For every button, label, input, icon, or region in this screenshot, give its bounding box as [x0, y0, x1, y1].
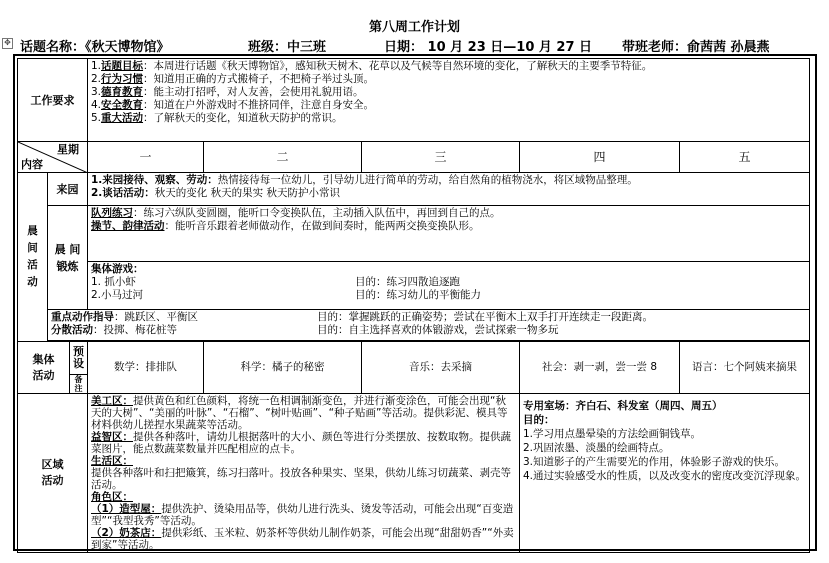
weekday-2: 二	[204, 142, 362, 173]
morning-activities-label: 晨 间 活 动	[18, 173, 48, 342]
collective-activity-4: 社会：剥一剥，尝一尝 8	[520, 342, 680, 394]
work-requirements-row	[18, 59, 810, 142]
date-range: 日期： 10 月 23 日—10 月 27 日	[384, 40, 593, 55]
requirement-item: 2.行为习惯：知道用正确的方式搬椅子，不把椅子举过头顶。	[91, 73, 375, 85]
page-title: 第八周工作计划	[368, 20, 460, 35]
topic-name: 话题名称：《秋天博物馆》	[20, 40, 170, 55]
weekday-corner-cell	[18, 142, 88, 173]
weekday-header-row	[18, 142, 810, 173]
game-row: 2.小马过河 目的：练习幼儿的平衡能力	[91, 289, 481, 301]
requirement-item: 5.重大活动：了解秋天的变化，知道秋天防护的常识。	[91, 112, 343, 124]
morning-exercise-label: 晨 间 锻炼	[48, 206, 88, 310]
preset-label: 预 设	[70, 342, 88, 375]
special-room-item: 3.知道影子的产生需要光的作用，体验影子游戏的快乐。	[523, 456, 786, 468]
teacher-names: 带班老师：俞茜茜 孙晨燕	[622, 40, 770, 55]
arrival-row	[18, 173, 810, 206]
exercise-content: 队列练习：练习六纵队变圆圈，能听口令变换队伍，主动插入队伍中，再回到自己的点。 操节、韵律活动：能听音乐跟着老师做动作，在做到间奏时，能两两交换变换队形。	[88, 206, 810, 262]
group-games-content: 集体游戏： 1. 抓小虾 目的：练习四散追逐跑 2.小马过河 目的：练习幼儿的平衡能力	[88, 262, 810, 310]
requirement-item: 4.安全教育：知道在户外游戏时不推挤同伴，注意自身安全。	[91, 99, 375, 111]
weekday-1: 一	[88, 142, 204, 173]
game-row: 1. 抓小虾 目的：练习四散追逐跑	[91, 276, 460, 288]
special-room-title: 专用室场：齐白石、科发室（周四、周五）	[523, 400, 723, 412]
area-activities-row	[18, 394, 810, 553]
special-room-item: 4.通过实验感受水的性质，以及改变水的密度改变沉浮现象。	[523, 470, 807, 482]
arrival-content: 1.来园接待、观察、劳动：热情接待每一位幼儿，引导幼儿进行简单的劳动，给自然角的植物浇水，将区域物品整理。 2.谈话活动：秋天的变化 秋天的果实 秋天防护小常识	[88, 173, 810, 206]
plan-header	[18, 36, 818, 54]
table-move-handle-icon[interactable]: ✥	[2, 38, 13, 49]
guidance-row	[18, 310, 810, 341]
weekday-4: 四	[520, 142, 680, 173]
group-games-row	[18, 262, 810, 310]
weekday-corner-top: 星期	[57, 143, 79, 156]
requirement-item: 1.话题目标：本周进行话题《秋天博物馆》，感知秋天树木、花草以及气候等自然环境的变化，了解秋天的主要季节特征。	[91, 60, 653, 72]
weekday-5: 五	[680, 142, 810, 173]
guidance-content: 重点动作指导：跳跃区、平衡区 目的：掌握跳跃的正确姿势；尝试在平衡木上双手打开连续走一段距离。 分散活动：投掷、梅花桩等 目的：自主选择喜欢的体锻游戏，尝试探索一物多玩	[48, 310, 810, 341]
area-activities-content: 美工区：提供黄色和红色颜料，将统一色相调制渐变色，并进行渐变涂色，可能会出现“秋天的大树”、“美丽的叶脉”、“石榴”、“树叶贴画”、“种子贴画”等活动。提供彩泥、模具等材料供幼儿搓捏水果蔬菜等活动。 益智区：提供各种落叶，请幼儿根据落叶的大小、颜色等进行分类摆放、按数取物。提供蔬菜图片，能点数蔬菜数量并匹配相应的点卡。 生活区： 提供各种落叶和扫把簸箕，练习扫落叶。投放各种果实、坚果，供幼儿练习切蔬菜、剥壳等活动。 角色区： （1）造型屋：提供洗护、烫染用品等，供幼儿进行洗头、烫发等活动，可能会出现“百变造型”“我型我秀”等活动。 （2）奶茶店：提供彩纸、玉米粒、奶茶杯等供幼儿制作奶茶，可能会出现“甜甜奶香”“外卖到家”等活动。	[88, 394, 520, 553]
collective-preset-row	[18, 342, 810, 375]
arrival-label: 来园	[48, 173, 88, 206]
exercise-row	[18, 206, 810, 262]
class-name: 班级：中三班	[248, 40, 327, 55]
weekly-plan-table	[17, 58, 810, 553]
requirement-item: 3.德育教育：能主动打招呼，对人友善，会使用礼貌用语。	[91, 86, 364, 98]
collective-activity-2: 科学：橘子的秘密	[204, 342, 362, 394]
collective-activities-label: 集体 活动	[18, 342, 70, 394]
special-room-content	[520, 394, 810, 553]
collective-activity-5: 语言：七个阿姨来摘果	[680, 342, 810, 394]
weekday-corner-bottom: 内容	[21, 158, 43, 171]
collective-activity-3: 音乐：去采摘	[362, 342, 520, 394]
special-room-purpose: 目的：	[523, 414, 555, 426]
work-requirements-label: 工作要求	[18, 59, 88, 142]
special-room-item: 2.巩固浓墨、淡墨的绘画特点。	[523, 442, 670, 454]
remark-label: 备 注	[70, 375, 88, 394]
work-requirements-content	[88, 59, 810, 142]
weekday-3: 三	[362, 142, 520, 173]
special-room-item: 1.学习用点墨晕染的方法绘画铜钱草。	[523, 428, 702, 440]
area-activities-label: 区域 活动	[18, 394, 88, 553]
collective-activity-1: 数学：排排队	[88, 342, 204, 394]
